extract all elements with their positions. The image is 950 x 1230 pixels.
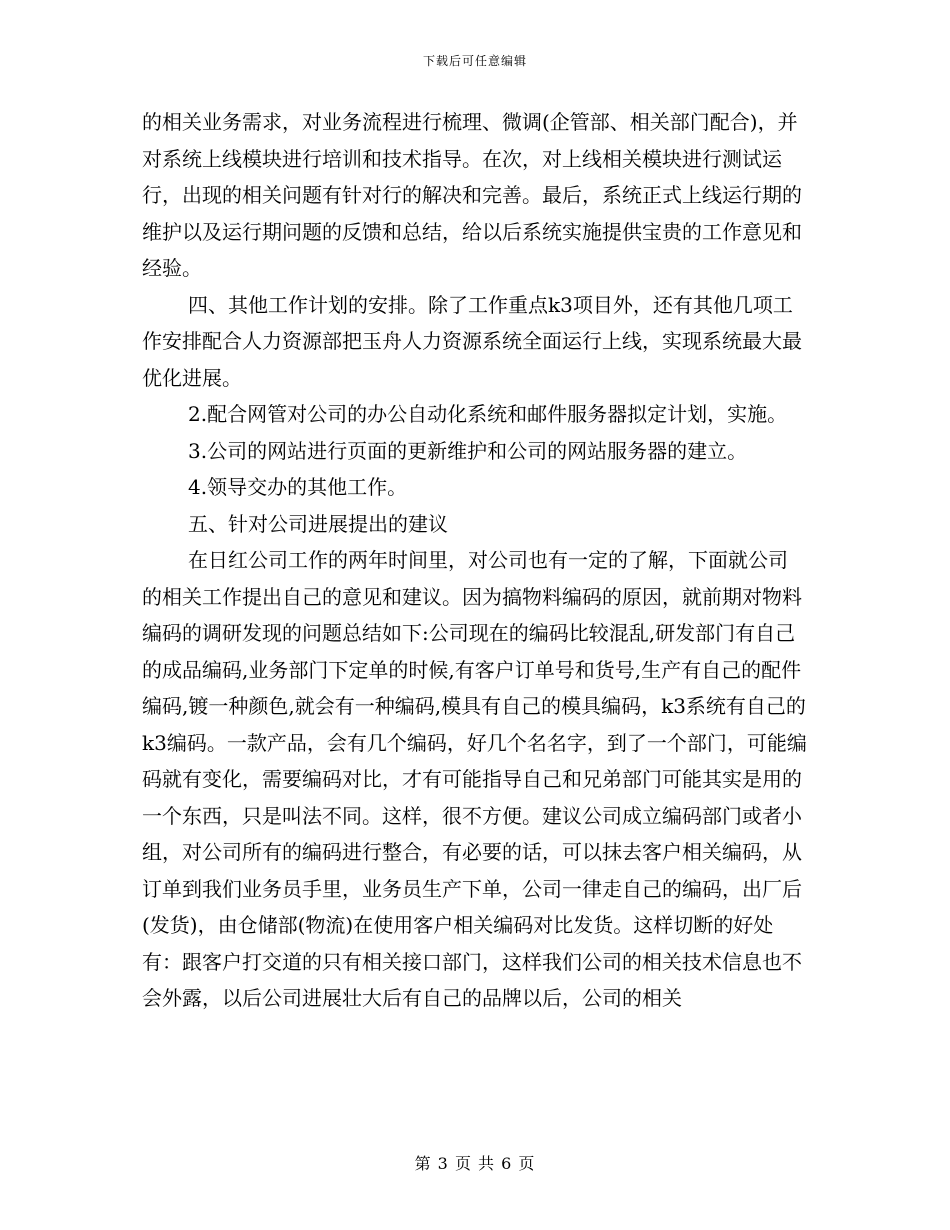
paragraph: 在日红公司工作的两年时间里，对公司也有一定的了解，下面就公司的相关工作提出自己的意见和建议。因为搞物料编码的原因，就前期对物料编码的调研发现的问题总结如下:公司现在的编码比较混乱,研发部门有自己的成品编码,业务部门下定单的时候,有客户订单号和货号,生产有自己的配件编码,镀一种颜色,就会有一种编码,模具有自己的模具编码，k3系统有自己的k3编码。一款产品，会有几个编码，好几个名名字，到了一个部门，可能编码就有变化，需要编码对比，才有可能指导自己和兄弟部门可能其实是用的一个东西，只是叫法不同。这样，很不方便。建议公司成立编码部门或者小组，对公司所有的编码进行整合，有必要的话，可以抹去客户相关编码，从订单到我们业务员手里，业务员生产下单，公司一律走自己的编码，出厂后(发货)，由仓储部(物流)在使用客户相关编码对比发货。这样切断的好处有：跟客户打交道的只有相关接口部门，这样我们公司的相关技术信息也不会外露，以后公司进展壮大后有自己的品牌以后，公司的相关 <box>142 548 807 1010</box>
page-header: 下载后可任意编辑 <box>422 54 527 68</box>
page-footer: 第 3 页 共 6 页 <box>414 1154 536 1173</box>
paragraph: 四、其他工作计划的安排。除了工作重点k3项目外，还有其他几项工作安排配合人力资源部把玉舟人力资源系统全面运行上线，实现系统最大最优化进展。 <box>142 292 802 390</box>
section-heading: 五、针对公司进展提出的建议 <box>188 511 448 536</box>
paragraph: 2.配合网管对公司的办公自动化系统和邮件服务器拟定计划，实施。 <box>188 402 788 426</box>
document-body <box>142 104 807 1017</box>
paragraph: 3.公司的网站进行页面的更新维护和公司的网站服务器的建立。 <box>188 438 748 463</box>
paragraph: 的相关业务需求，对业务流程进行梳理、微调(企管部、相关部门配合)，并对系统上线模块进行培训和技术指导。在次，对上线相关模块进行测试运行，出现的相关问题有针对行的解决和完善。最后，系统正式上线运行期的维护以及运行期问题的反馈和总结，给以后系统实施提供宝贵的工作意见和经验。 <box>142 110 802 280</box>
paragraph: 4.领导交办的其他工作。 <box>188 475 408 499</box>
